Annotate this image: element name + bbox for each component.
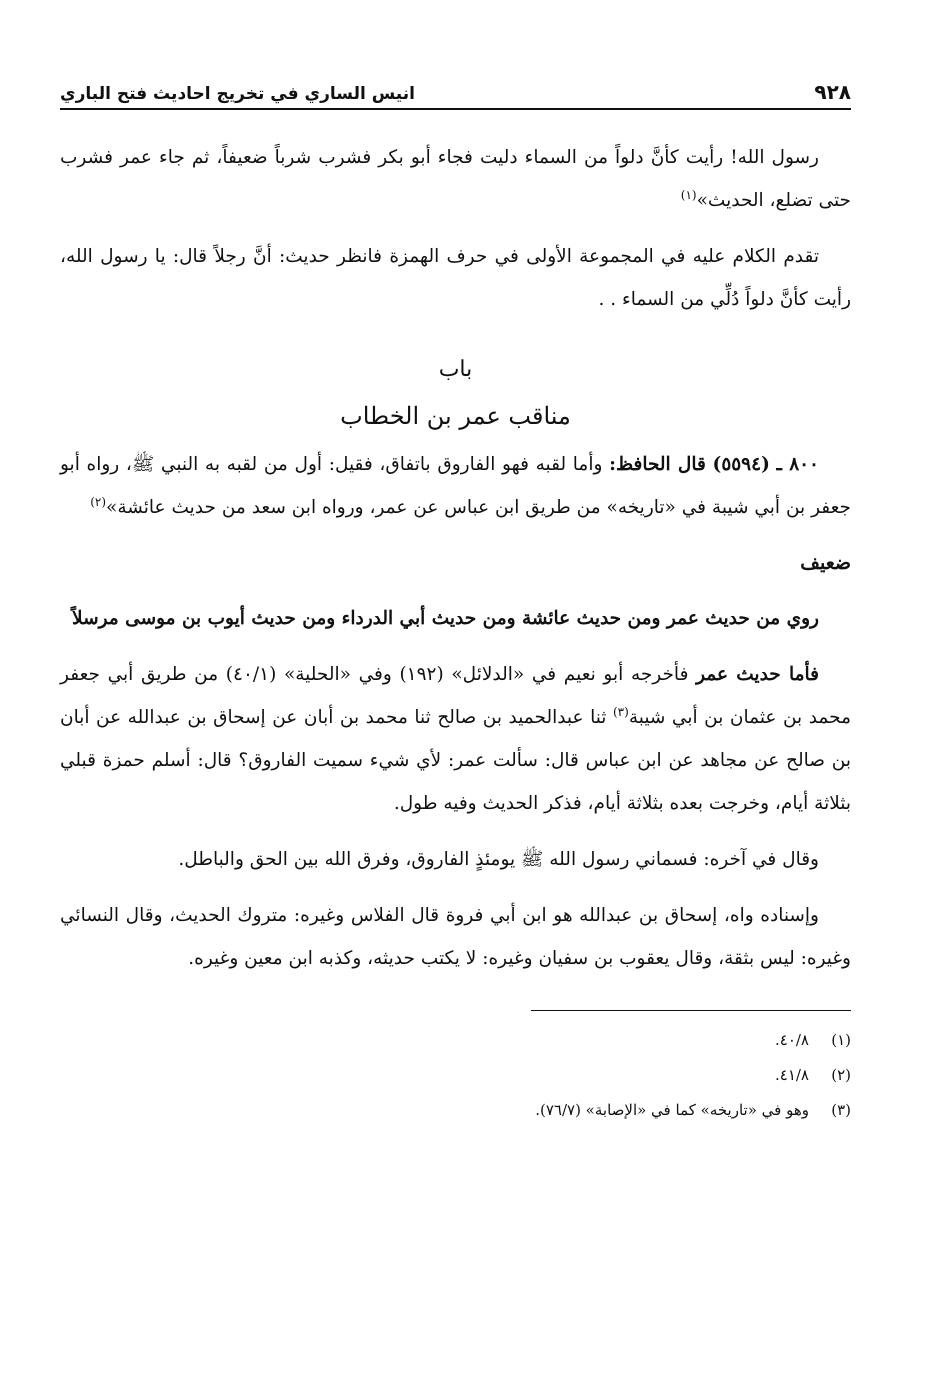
entry-speaker: قال الحافظ: bbox=[609, 454, 706, 475]
footnote-text: ٤١/٨. bbox=[774, 1066, 809, 1084]
paragraph-isnad: وإسناده واه، إسحاق بن عبدالله هو ابن أبي فروة قال الفلاس وغيره: متروك الحديث، وقال النسائي وغيره: ليس بثقة، وقال يعقوب بن سفيان وغيره: لا يكتب حديثه، وكذبه ابن معين وغيره. bbox=[60, 905, 851, 969]
umar-text-a: فأخرجه أبو نعيم في «الدلائل» (١٩٢) وفي «الحلية» (٤٠/١) من طريق أبي جعفر محمد بن عثمان بن أبي شيبة bbox=[60, 664, 851, 728]
chapter-heading bbox=[60, 347, 851, 439]
footnote-number: (٣) bbox=[831, 1101, 851, 1119]
footnote-text: ٤٠/٨. bbox=[774, 1031, 809, 1049]
footnote-number: (٢) bbox=[831, 1066, 851, 1084]
footnote-1 bbox=[60, 1023, 851, 1058]
page bbox=[60, 58, 851, 1342]
header-rule bbox=[60, 108, 851, 110]
footnote-ref-2: (٢) bbox=[90, 494, 107, 509]
grade-label: ضعيف bbox=[800, 552, 851, 574]
body-text bbox=[60, 136, 851, 1128]
book-title: انيس الساري في تخريج احاديث فتح الباري bbox=[60, 84, 415, 104]
paragraph-text: رسول الله! رأيت كأنَّ دلواً من السماء دليت فجاء أبو بكر فشرب شرباً ضعيفاً، ثم جاء عمر فشرب حتى تضلع، الحديث» bbox=[60, 147, 851, 211]
chapter-title: مناقب عمر بن الخطاب bbox=[340, 402, 571, 430]
paragraph-dream-continuation bbox=[60, 136, 851, 222]
entry-800 bbox=[60, 443, 851, 529]
page-number: ٩٢٨ bbox=[814, 80, 851, 104]
running-head bbox=[60, 72, 851, 104]
footnote-number: (١) bbox=[831, 1031, 851, 1049]
umar-text-b: ثنا عبدالحميد بن صالح ثنا محمد بن أبان عن إسحاق بن عبدالله عن أبان بن صالح عن مجاهد عن ابن عباس قال: سألت عمر: لأي شيء سميت الفاروق؟ قال: أسلم حمزة قبلي بثلاثة أيام، وخرجت بعده بثلاثة أيام، فذكر الحديث وفيه طول. bbox=[60, 707, 851, 814]
footnote-2 bbox=[60, 1058, 851, 1093]
chapter-label: باب bbox=[438, 357, 473, 382]
umar-lead-in: فأما حديث عمر bbox=[696, 664, 819, 685]
footnote-ref-3: (٣) bbox=[612, 704, 629, 719]
footnote-rule bbox=[531, 1010, 851, 1011]
entry-ref: (٥٥٩٤) bbox=[712, 454, 770, 475]
entry-number: ٨٠٠ ـ bbox=[776, 454, 819, 475]
footnote-3 bbox=[60, 1093, 851, 1128]
footnotes bbox=[60, 1023, 851, 1128]
footnote-text: وهو في «تاريخه» كما في «الإصابة» (٧٦/٧). bbox=[535, 1101, 809, 1119]
paragraph-cross-reference: تقدم الكلام عليه في المجموعة الأولى في حرف الهمزة فانظر حديث: أنَّ رجلاً قال: يا رسول الله، رأيت كأنَّ دلواً دُلِّي من السماء . . bbox=[60, 246, 851, 310]
narrations-summary: روي من حديث عمر ومن حديث عائشة ومن حديث أبي الدرداء ومن حديث أيوب بن موسى مرسلاً bbox=[72, 608, 819, 629]
paragraph-umar-hadith bbox=[60, 653, 851, 825]
footnote-ref-1: (١) bbox=[680, 187, 697, 202]
paragraph-hadith-end: وقال في آخره: فسماني رسول الله ﷺ يومئذٍ الفاروق، وفرق الله بين الحق والباطل. bbox=[178, 849, 819, 870]
entry-text: وأما لقبه فهو الفاروق باتفاق، فقيل: أول من لقبه به النبي ﷺ، رواه أبو جعفر بن أبي شيبة في «تاريخه» من طريق ابن عباس عن عمر، ورواه ابن سعد من حديث عائشة» bbox=[60, 454, 851, 518]
